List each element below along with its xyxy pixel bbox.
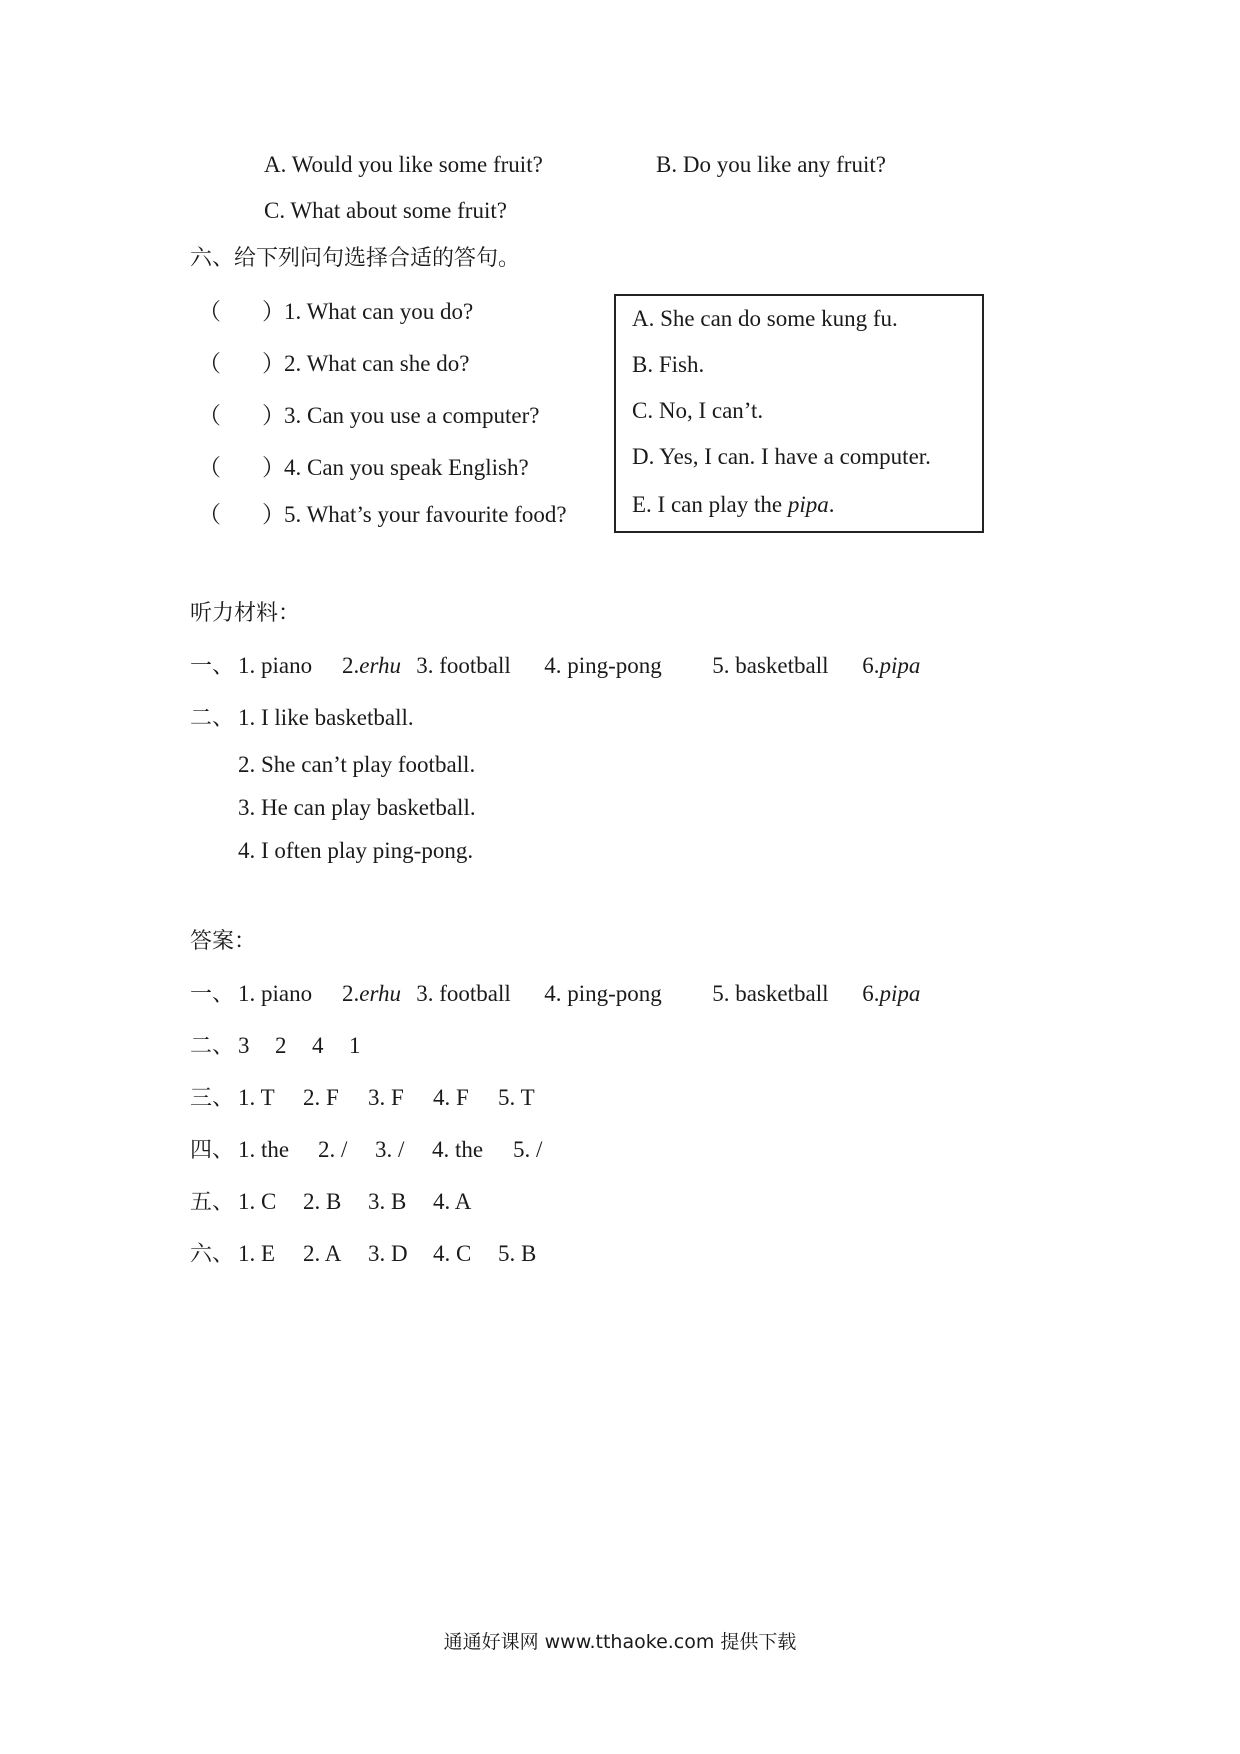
question-text: 4. Can you speak English? bbox=[284, 455, 529, 480]
bracket-open: （ bbox=[198, 502, 221, 527]
answer-item: pipa bbox=[879, 981, 921, 1006]
answer-item: 1. C bbox=[238, 1189, 277, 1214]
listening-item: 4. ping-pong bbox=[544, 653, 662, 678]
question-row-1 bbox=[198, 297, 473, 327]
answer-item: 2. / bbox=[318, 1137, 348, 1162]
answer-item: 4. F bbox=[433, 1085, 469, 1110]
bracket-open: （ bbox=[198, 351, 221, 376]
answer-item: 4. ping-pong bbox=[544, 981, 662, 1006]
question-row-5 bbox=[198, 500, 567, 530]
answer-option-e-prefix: E. I can play the bbox=[632, 492, 788, 517]
answer-item: 5. T bbox=[498, 1085, 535, 1110]
part-label: 二、 bbox=[190, 1034, 235, 1059]
question-text: 1. What can you do? bbox=[284, 299, 474, 324]
listening-item: 6. bbox=[862, 653, 880, 678]
part-label: 五、 bbox=[190, 1190, 235, 1215]
listening-item: 5. basketball bbox=[712, 653, 829, 678]
bracket-close: ） bbox=[262, 502, 285, 527]
listening-item: 3. football bbox=[416, 653, 511, 678]
answer-option-e-italic: pipa bbox=[787, 492, 829, 517]
question-text: 5. What’s your favourite food? bbox=[284, 502, 567, 527]
answers-part6 bbox=[190, 1239, 536, 1270]
answer-option-d: D. Yes, I can. I have a computer. bbox=[632, 444, 931, 469]
answer-item: 5. B bbox=[498, 1241, 537, 1266]
part-label: 四、 bbox=[190, 1138, 235, 1163]
listening-line: 2. She can’t play football. bbox=[238, 752, 476, 777]
answer-item: 2. bbox=[342, 981, 360, 1006]
part-label: 六、 bbox=[190, 1242, 235, 1267]
listening-line: 4. I often play ping-pong. bbox=[238, 838, 474, 863]
listening-heading: 听力材料： bbox=[190, 601, 301, 626]
answer-item: 1. T bbox=[238, 1085, 275, 1110]
answer-option-e bbox=[632, 490, 834, 520]
listening-item: pipa bbox=[879, 653, 921, 678]
part-label: 一、 bbox=[190, 654, 235, 679]
answer-item: 1. E bbox=[238, 1241, 276, 1266]
listening-line: 3. He can play basketball. bbox=[238, 795, 476, 820]
listening-item: 2. bbox=[342, 653, 360, 678]
bracket-open: （ bbox=[198, 403, 221, 428]
option-c-prev: C. What about some fruit? bbox=[264, 198, 507, 223]
answer-item: 5. basketball bbox=[712, 981, 829, 1006]
part-label: 二、 bbox=[190, 706, 235, 731]
answers-part5 bbox=[190, 1187, 471, 1218]
listening-item: 1. piano bbox=[238, 653, 313, 678]
answer-option-e-suffix: . bbox=[828, 492, 835, 517]
listening-part1 bbox=[190, 651, 920, 682]
answer-item: 1. piano bbox=[238, 981, 313, 1006]
answers-part4 bbox=[190, 1135, 542, 1166]
part-label: 一、 bbox=[190, 982, 235, 1007]
answer-option-b: B. Fish. bbox=[632, 352, 705, 377]
bracket-close: ） bbox=[262, 455, 285, 480]
footer-credit: 通通好课网 www.tthaoke.com 提供下载 bbox=[443, 1631, 797, 1653]
answers-part1 bbox=[190, 979, 920, 1010]
answer-item: 3. / bbox=[375, 1137, 405, 1162]
part-label: 三、 bbox=[190, 1086, 235, 1111]
question-row-4 bbox=[198, 453, 529, 483]
answer-option-a: A. She can do some kung fu. bbox=[632, 306, 898, 331]
answer-item: 3. B bbox=[368, 1189, 407, 1214]
bracket-open: （ bbox=[198, 299, 221, 324]
answer-item: 1 bbox=[349, 1033, 361, 1058]
answer-item: 5. / bbox=[513, 1137, 543, 1162]
section6-heading: 六、给下列问句选择合适的答句。 bbox=[190, 246, 521, 271]
bracket-close: ） bbox=[262, 299, 285, 324]
question-text: 3. Can you use a computer? bbox=[284, 403, 540, 428]
answer-item: 3. F bbox=[368, 1085, 404, 1110]
answers-heading: 答案： bbox=[190, 929, 257, 954]
answer-item: 4. C bbox=[433, 1241, 472, 1266]
question-text: 2. What can she do? bbox=[284, 351, 470, 376]
answer-item: 3. football bbox=[416, 981, 511, 1006]
bracket-close: ） bbox=[262, 351, 285, 376]
listening-part2 bbox=[190, 703, 414, 734]
answer-item: 4. the bbox=[432, 1137, 484, 1162]
answer-item: erhu bbox=[359, 981, 401, 1006]
listening-line: 1. I like basketball. bbox=[238, 705, 414, 730]
question-row-3 bbox=[198, 401, 539, 431]
answer-item: 2. F bbox=[303, 1085, 339, 1110]
bracket-close: ） bbox=[262, 403, 285, 428]
answer-item: 4. A bbox=[433, 1189, 472, 1214]
answer-item: 2 bbox=[275, 1033, 287, 1058]
answer-options-box bbox=[614, 294, 984, 533]
listening-item: erhu bbox=[359, 653, 401, 678]
answers-part2 bbox=[190, 1031, 361, 1062]
answer-item: 4 bbox=[312, 1033, 324, 1058]
option-b-prev: B. Do you like any fruit? bbox=[656, 152, 886, 177]
answer-option-c: C. No, I can’t. bbox=[632, 398, 764, 423]
answer-item: 3 bbox=[238, 1033, 250, 1058]
question-row-2 bbox=[198, 349, 469, 379]
answer-item: 3. D bbox=[368, 1241, 408, 1266]
answer-item: 1. the bbox=[238, 1137, 290, 1162]
answer-item: 2. B bbox=[303, 1189, 342, 1214]
bracket-open: （ bbox=[198, 455, 221, 480]
answer-item: 6. bbox=[862, 981, 880, 1006]
answer-item: 2. A bbox=[303, 1241, 342, 1266]
option-a-prev: A. Would you like some fruit? bbox=[264, 152, 543, 177]
answers-part3 bbox=[190, 1083, 535, 1114]
